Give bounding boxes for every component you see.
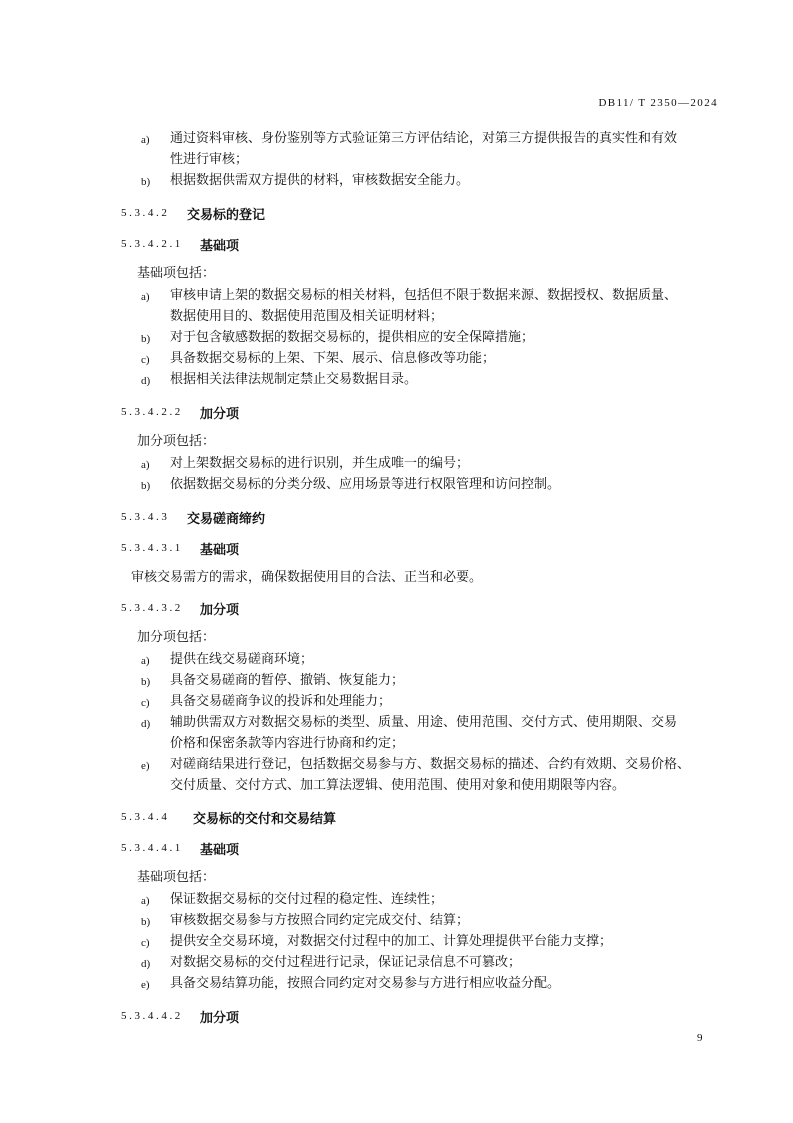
list-label: b) bbox=[141, 676, 151, 688]
paragraph: 基础项包括： bbox=[137, 266, 216, 281]
list-item-text: 对于包含敏感数据的数据交易标的，提供相应的安全保障措施； bbox=[170, 330, 535, 345]
list-item-text: 提供安全交易环境，对数据交付过程中的加工、计算处理提供平台能力支撑； bbox=[170, 934, 613, 949]
section-heading: 基础项 bbox=[200, 543, 240, 558]
list-label: d) bbox=[141, 375, 151, 387]
paragraph: 加分项包括： bbox=[137, 434, 216, 449]
list-label: c) bbox=[141, 354, 150, 366]
paragraph: 加分项包括： bbox=[137, 630, 216, 645]
list-label: d) bbox=[141, 718, 151, 730]
section-heading: 交易磋商缔约 bbox=[187, 512, 266, 527]
list-label: a) bbox=[141, 655, 150, 667]
list-item-text: 对上架数据交易标的进行识别，并生成唯一的编号； bbox=[170, 456, 470, 471]
paragraph: 审核交易需方的需求，确保数据使用目的合法、正当和必要。 bbox=[131, 570, 483, 585]
list-item-text: 根据数据供需双方提供的材料，审核数据安全能力。 bbox=[170, 173, 470, 188]
list-item-text: 对磋商结果进行登记，包括数据交易参与方、数据交易标的描述、合约有效期、交易价格、 bbox=[170, 757, 691, 772]
list-item-text: 审核数据交易参与方按照合同约定完成交付、结算； bbox=[170, 913, 470, 928]
list-label: e) bbox=[141, 979, 150, 991]
list-label: a) bbox=[141, 134, 150, 146]
list-item-text: 保证数据交易标的交付过程的稳定性、连续性； bbox=[170, 892, 444, 907]
section-number: 5.3.4.2.2 bbox=[121, 406, 183, 418]
section-number: 5.3.4.3.2 bbox=[121, 602, 183, 614]
list-item-text: 依据数据交易标的分类分级、应用场景等进行权限管理和访问控制。 bbox=[170, 477, 561, 492]
list-label: b) bbox=[141, 916, 151, 928]
list-item-text: 审核申请上架的数据交易标的相关材料，包括但不限于数据来源、数据授权、数据质量、 bbox=[170, 288, 678, 303]
list-label: e) bbox=[141, 760, 150, 772]
section-heading: 基础项 bbox=[200, 843, 240, 858]
list-item-text: 具备数据交易标的上架、下架、展示、信息修改等功能； bbox=[170, 351, 496, 366]
section-heading: 加分项 bbox=[200, 1011, 240, 1026]
section-number: 5.3.4.4.2 bbox=[121, 1010, 183, 1022]
list-item-text: 通过资料审核、身份鉴别等方式验证第三方评估结论，对第三方提供报告的真实性和有效 bbox=[170, 131, 678, 146]
list-label: c) bbox=[141, 697, 150, 709]
list-label: d) bbox=[141, 958, 151, 970]
list-item-text: 数据使用目的、数据使用范围及相关证明材料； bbox=[170, 309, 444, 324]
list-label: a) bbox=[141, 459, 150, 471]
section-number: 5.3.4.2 bbox=[121, 207, 170, 219]
list-label: b) bbox=[141, 333, 151, 345]
paragraph: 基础项包括： bbox=[137, 870, 216, 885]
section-heading: 加分项 bbox=[200, 603, 240, 618]
list-label: b) bbox=[141, 480, 151, 492]
section-heading: 基础项 bbox=[200, 239, 240, 254]
section-number: 5.3.4.2.1 bbox=[121, 238, 183, 250]
list-item-text: 辅助供需双方对数据交易标的类型、质量、用途、使用范围、交付方式、使用期限、交易 bbox=[170, 715, 678, 730]
list-item-text: 对数据交易标的交付过程进行记录，保证记录信息不可篡改； bbox=[170, 955, 522, 970]
list-label: b) bbox=[141, 176, 151, 188]
section-number: 5.3.4.4.1 bbox=[121, 842, 183, 854]
list-item-text: 根据相关法律法规制定禁止交易数据目录。 bbox=[170, 372, 418, 387]
page-number: 9 bbox=[697, 1032, 703, 1044]
section-heading: 交易标的交付和交易结算 bbox=[193, 812, 337, 827]
list-item-text: 性进行审核； bbox=[170, 152, 249, 167]
list-label: c) bbox=[141, 937, 150, 949]
list-item-text: 价格和保密条款等内容进行协商和约定； bbox=[170, 736, 405, 751]
list-label: a) bbox=[141, 895, 150, 907]
list-item-text: 提供在线交易磋商环境； bbox=[170, 652, 314, 667]
list-label: a) bbox=[141, 291, 150, 303]
section-number: 5.3.4.4 bbox=[121, 811, 170, 823]
section-heading: 交易标的登记 bbox=[187, 208, 266, 223]
section-number: 5.3.4.3.1 bbox=[121, 542, 183, 554]
list-item-text: 具备交易磋商争议的投诉和处理能力； bbox=[170, 694, 392, 709]
document-code-header: DB11/ T 2350—2024 bbox=[598, 97, 718, 109]
list-item-text: 具备交易磋商的暂停、撤销、恢复能力； bbox=[170, 673, 405, 688]
section-number: 5.3.4.3 bbox=[121, 511, 170, 523]
list-item-text: 具备交易结算功能，按照合同约定对交易参与方进行相应收益分配。 bbox=[170, 976, 561, 991]
list-item-text: 交付质量、交付方式、加工算法逻辑、使用范围、使用对象和使用期限等内容。 bbox=[170, 778, 626, 793]
section-heading: 加分项 bbox=[200, 407, 240, 422]
